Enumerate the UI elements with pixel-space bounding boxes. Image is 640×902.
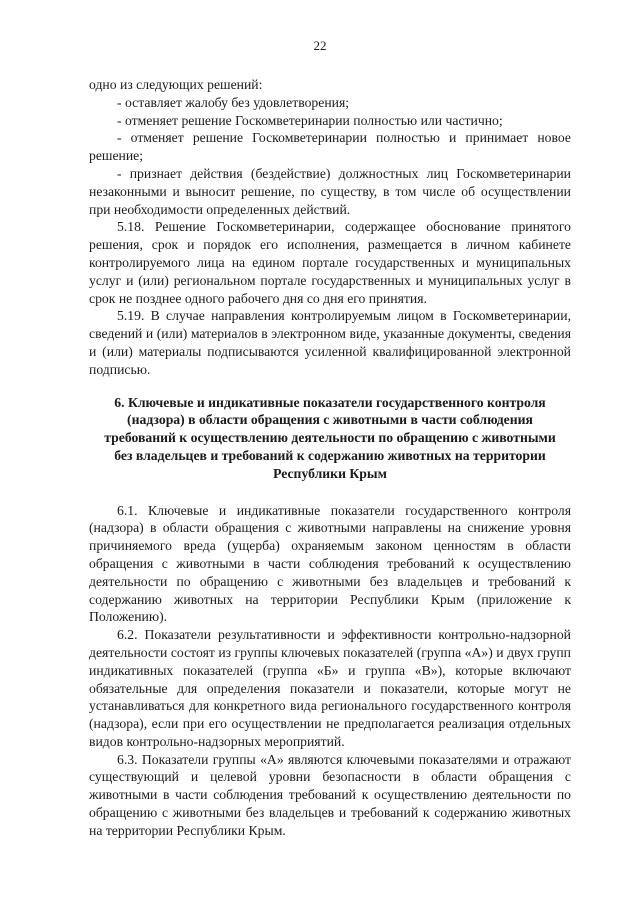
paragraph-5-19: 5.19. В случае направления контролируемым лицом в Госкомветеринарии, сведений и (или) материалов в электронном виде, указанные документы, сведения и (или) материалы подписываются усиленной квалифицированной электронной подписью. bbox=[89, 308, 571, 377]
list-item-leave-complaint: - оставляет жалобу без удовлетворения; bbox=[117, 94, 350, 110]
section-heading: 6. Ключевые и индикативные показатели государственного контроля (надзора) в области обращения с животными в части соблюдения требований к осуществлению деятельности по обращению с животными без владельцев и требований к содержанию животных на территории Республики Крым bbox=[104, 394, 556, 481]
list-item-cancel-new-decision: - отменяет решение Госкомветеринарии полностью и принимает новое решение; bbox=[89, 130, 571, 164]
paragraph-decision-intro: одно из следующих решений: bbox=[89, 77, 263, 92]
paragraph-6-2: 6.2. Показатели результативности и эффективности контрольно-надзорной деятельности состоят из группы ключевых показателей (группа «А») и двух групп индикативных показателей (группа «Б» и группа «В»), которые включают обязательные для определения показатели и показатели, которые могут не устанавливаться для конкретного вида регионального государственного контроля (надзора), если при его осуществлении не предполагается реализация отдельных видов контрольно-надзорных мероприятий. bbox=[89, 627, 571, 749]
document-body bbox=[89, 76, 571, 840]
page-number: 22 bbox=[313, 38, 327, 53]
list-item-recognize-unlawful: - признает действия (бездействие) должностных лиц Госкомветеринарии незаконными и выносит решение, по существу, в том числе об осуществлении при необходимости определенных действий. bbox=[89, 165, 571, 217]
paragraph-6-1: 6.1. Ключевые и индикативные показатели государственного контроля (надзора) в области обращения с животными направлены на снижение уровня причиняемого вреда (ущерба) охраняемым законом ценностям в области обращения с животными в части соблюдения требований к осуществлению деятельности по обращению с животными без владельцев и требований к содержанию животных на территории Республики Крым (приложение к Положению). bbox=[89, 502, 571, 625]
paragraph-5-18: 5.18. Решение Госкомветеринарии, содержащее обоснование принятого решения, срок и порядок его исполнения, размещается в личном кабинете контролируемого лица на едином портале государственных и муниципальных услуг и (или) региональном портале государственных и муниципальных услуг в срок не позднее одного рабочего дня со дня его принятия. bbox=[89, 219, 571, 306]
list-item-cancel-partially: - отменяет решение Госкомветеринарии полностью или частично; bbox=[117, 112, 503, 128]
paragraph-6-3: 6.3. Показатели группы «А» являются ключевыми показателями и отражают существующий и целевой уровни безопасности в области обращения с животными в части соблюдения требований к осуществлению деятельности по обращению с животными без владельцев и требований к содержанию животных на территории Республики Крым. bbox=[89, 751, 571, 838]
